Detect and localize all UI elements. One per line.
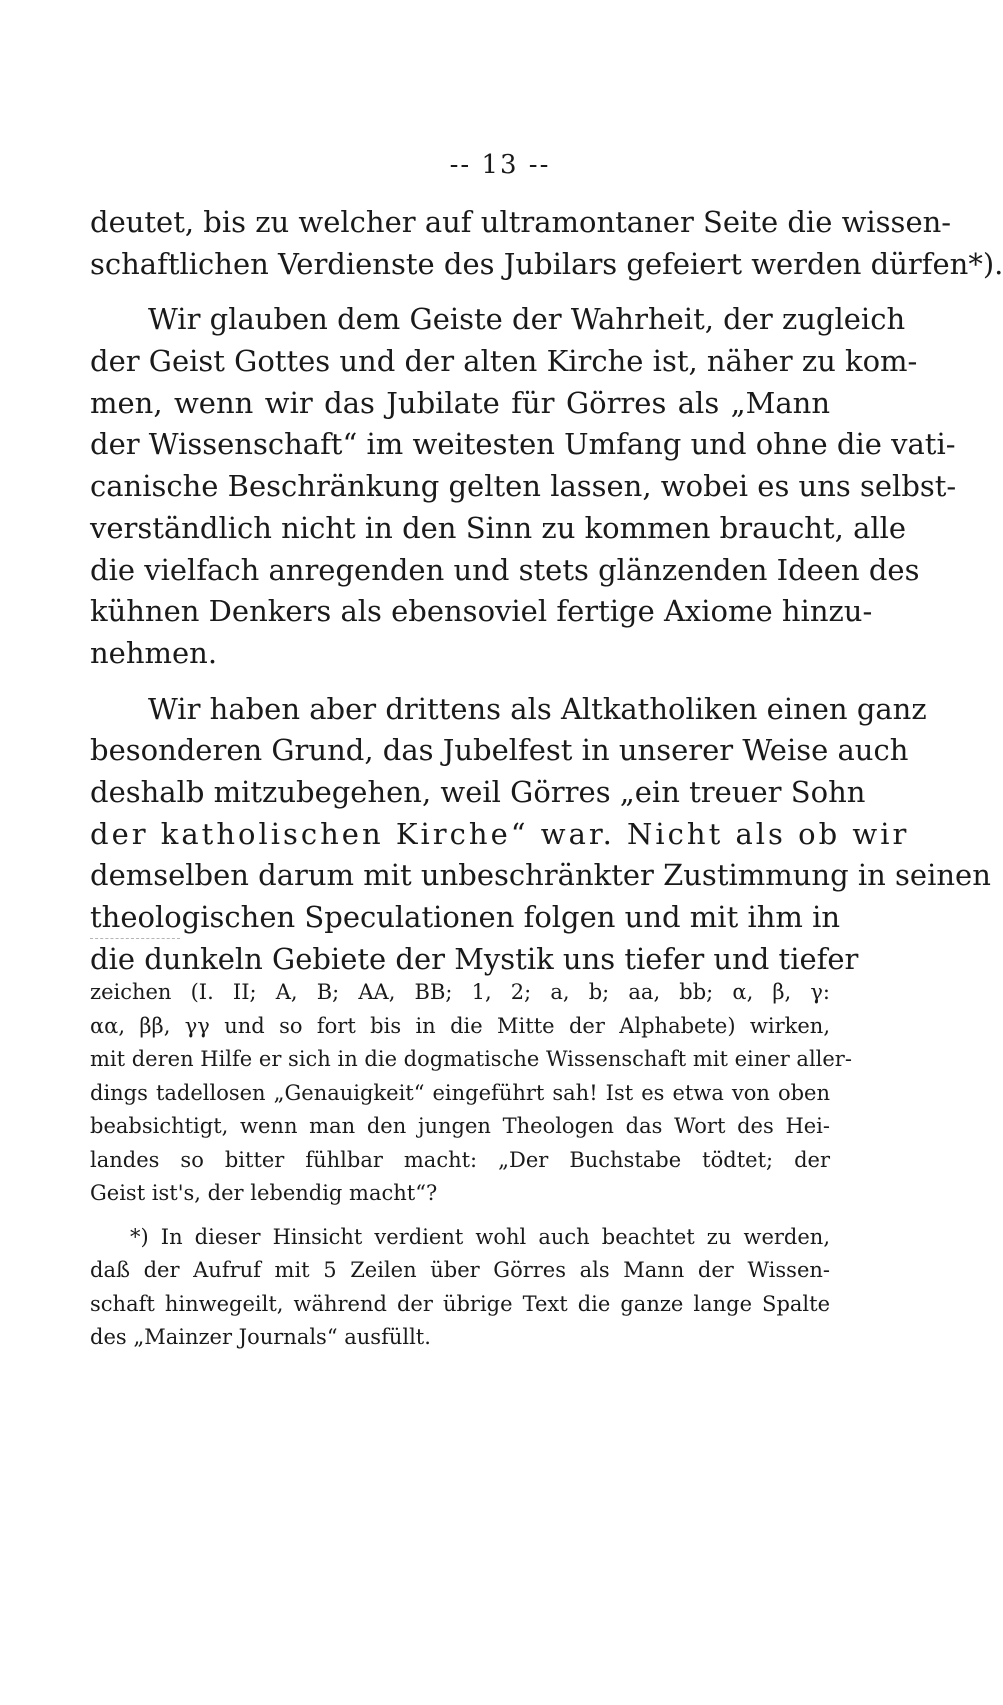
text-line: besonderen Grund, das Jubelfest in unserer Weise auch — [90, 733, 909, 768]
text-line: Wir glauben dem Geiste der Wahrheit, der zugleich — [148, 302, 906, 337]
paragraph-1 — [90, 299, 957, 674]
text-line: schaftlichen Verdienste des Jubilars gefeiert werden dürfen*). — [90, 246, 1003, 281]
text-line: deutet, bis zu welcher auf ultramontaner Seite die wissen- — [90, 205, 952, 239]
footnote-line: *) In dieser Hinsicht verdient wohl auch beachtet zu werden, — [130, 1224, 830, 1249]
text-line: deshalb mitzubegehen, weil Görres „ein treuer Sohn — [90, 774, 866, 809]
page-number: -- 13 -- — [449, 150, 551, 180]
text-line: der Wissenschaft“ im weitesten Umfang und ohne die vati- — [90, 427, 956, 462]
text-line: nehmen. — [90, 635, 218, 670]
footnote-line: αα, ββ, γγ und so fort bis in die Mitte der Alphabete) wirken, — [90, 1013, 830, 1038]
text-line: kühnen Denkers als ebensoviel fertige Axiome hinzu- — [90, 594, 873, 629]
text-line: der Geist Gottes und der alten Kirche ist, näher zu kom- — [90, 344, 918, 379]
text-line: Wir haben aber drittens als Altkatholiken einen ganz — [148, 691, 927, 726]
continuation-paragraph — [90, 202, 1003, 285]
footnote-line: schaft hinwegeilt, während der übrige Text die ganze lange Spalte — [90, 1291, 830, 1316]
footnote-star — [90, 1221, 830, 1355]
text-line: canische Beschränkung gelten lassen, wobei es uns selbst- — [90, 469, 957, 504]
text-line: verständlich nicht in den Sinn zu kommen braucht, alle — [90, 510, 907, 545]
paragraph-2 — [90, 689, 991, 981]
footnote-line: landes so bitter fühlbar macht: „Der Buchstabe tödtet; der — [90, 1147, 830, 1172]
footnote-line: Geist ist's, der lebendig macht“? — [90, 1181, 438, 1205]
text-line: die vielfach anregenden und stets glänzenden Ideen des — [90, 552, 920, 587]
footnote-line: mit deren Hilfe er sich in die dogmatische Wissenschaft mit einer aller- — [90, 1047, 852, 1071]
footnote-line: beabsichtigt, wenn man den jungen Theologen das Wort des Hei- — [90, 1114, 830, 1138]
footnotes — [90, 976, 852, 1355]
footnote-line: zeichen (I. II; A, B; AA, BB; 1, 2; a, b; aa, bb; α, β, γ: — [90, 980, 830, 1004]
footnote-line: daß der Aufruf mit 5 Zeilen über Görres als Mann der Wissen- — [90, 1258, 830, 1282]
text-line: der katholischen Kirche“ war. Nicht als ob wir — [90, 816, 910, 851]
text-line: theologischen Speculationen folgen und mit ihm in — [90, 900, 841, 934]
footnote-continuation — [90, 976, 852, 1211]
footnote-line: des „Mainzer Journals“ ausfüllt. — [90, 1325, 431, 1349]
text-line: men, wenn wir das Jubilate für Görres als „Mann — [90, 385, 830, 420]
text-line: demselben darum mit unbeschränkter Zustimmung in seinen — [90, 858, 991, 893]
footnote-separator — [90, 938, 180, 939]
footnote-line: dings tadellosen „Genauigkeit“ eingeführt sah! Ist es etwa von oben — [90, 1080, 830, 1105]
main-text — [90, 202, 1003, 980]
text-line: die dunkeln Gebiete der Mystik uns tiefer und tiefer — [90, 941, 859, 976]
